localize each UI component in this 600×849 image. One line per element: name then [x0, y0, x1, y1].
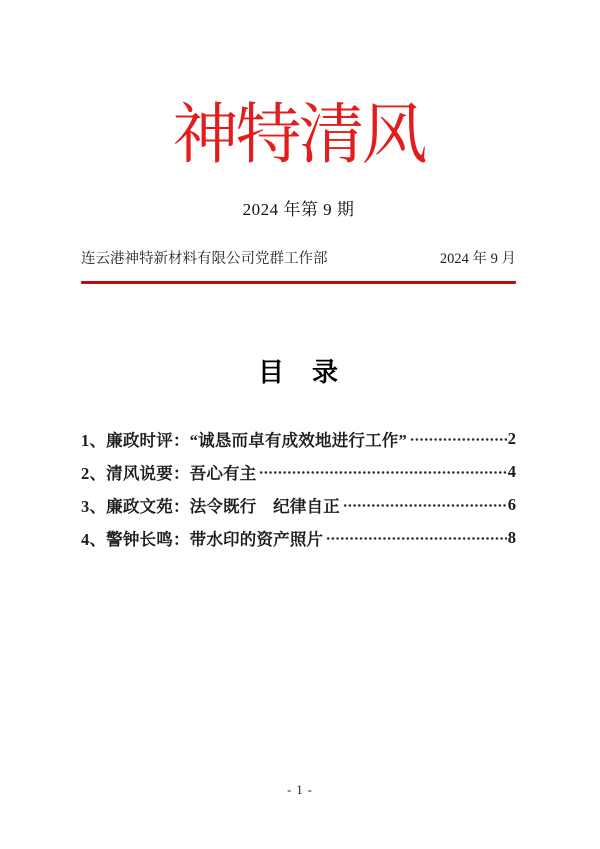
toc-item: [81, 422, 516, 455]
toc-item-label: 4、警钟长鸣：带水印的资产照片: [81, 529, 324, 549]
toc-leader-dots: [343, 503, 507, 508]
footer-page-number: - 1 -: [287, 783, 313, 797]
publisher-name: 连云港神特新材料有限公司党群工作部: [81, 250, 328, 267]
newsletter-title: 神特清风: [172, 99, 425, 172]
issue-date: 2024 年 9 月: [439, 250, 516, 267]
toc-leader-dots: [326, 536, 507, 541]
toc-item-label: 3、廉政文苑：法令既行 纪律自正: [81, 496, 340, 516]
toc-item-page: 6: [507, 494, 516, 514]
toc-item-label: 1、廉政时评：“诚恳而卓有成效地进行工作”: [81, 430, 407, 450]
red-divider-rule: [81, 281, 516, 285]
toc-item: [81, 521, 516, 554]
toc-item-label: 2、清风说要：吾心有主: [81, 463, 257, 483]
toc-item: [81, 488, 516, 521]
toc-item-page: 8: [507, 527, 516, 547]
toc-leader-dots: [259, 470, 506, 475]
publisher-row: [81, 247, 516, 268]
toc-heading: 目 录: [257, 358, 339, 388]
table-of-contents: [81, 422, 516, 554]
issue-number: 2024 年第 9 期: [242, 199, 355, 219]
toc-item-page: 4: [507, 461, 516, 481]
toc-item: [81, 455, 516, 488]
toc-item-page: 2: [507, 428, 516, 448]
toc-leader-dots: [410, 437, 507, 442]
